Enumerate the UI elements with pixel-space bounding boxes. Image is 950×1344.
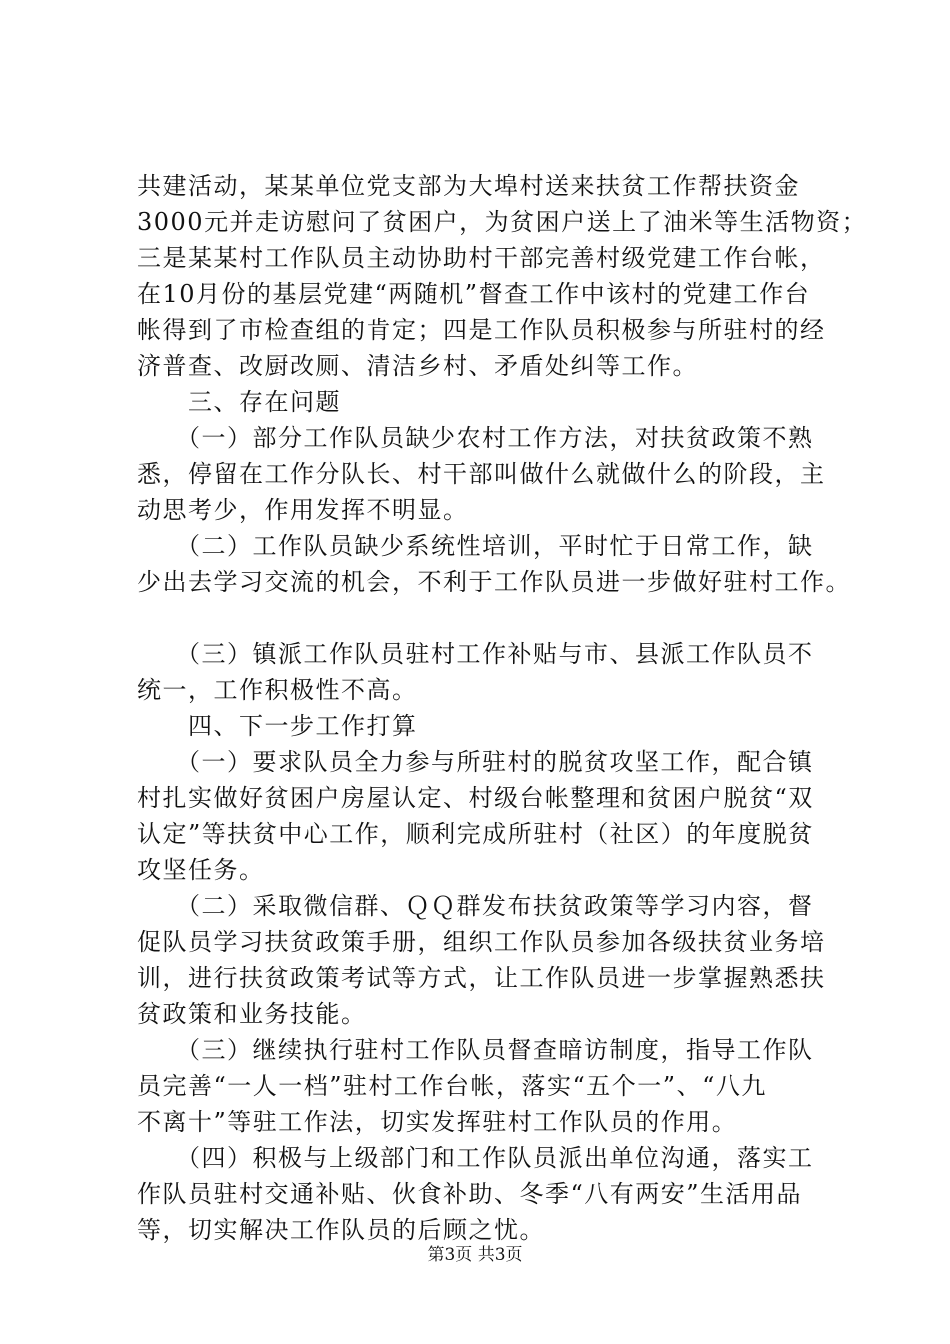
text-line: （四）积极与上级部门和工作队员派出单位沟通，落实工	[137, 1144, 814, 1172]
text-line: （二）采取微信群、ＱＱ群发布扶贫政策等学习内容，督	[137, 892, 814, 920]
text-line: 认定”等扶贫中心工作，顺利完成所驻村（社区）的年度脱贫	[137, 820, 814, 848]
text-line: 动思考少，作用发挥不明显。	[137, 496, 469, 524]
text-line: （一）部分工作队员缺少农村工作方法，对扶贫政策不熟	[137, 424, 814, 452]
text-line: （三）镇派工作队员驻村工作补贴与市、县派工作队员不	[137, 640, 814, 668]
text-line: 等，切实解决工作队员的后顾之忧。	[137, 1216, 545, 1244]
section-heading: 四、下一步工作打算	[137, 712, 418, 740]
section-heading: 三、存在问题	[137, 388, 341, 416]
text-line: 3000元并走访慰问了贫困户，为贫困户送上了油米等生活物资；	[137, 208, 868, 236]
text-line: 攻坚任务。	[137, 856, 265, 884]
blank-line	[137, 600, 837, 636]
page-number-footer: 第3页 共3页	[427, 1245, 523, 1265]
text-line: 帐得到了市检查组的肯定；四是工作队员积极参与所驻村的经	[137, 316, 826, 344]
text-line: 共建活动，某某单位党支部为大埠村送来扶贫工作帮扶资金	[137, 172, 800, 200]
text-line: （三）继续执行驻村工作队员督查暗访制度，指导工作队	[137, 1036, 814, 1064]
text-line: （一）要求队员全力参与所驻村的脱贫攻坚工作，配合镇	[137, 748, 814, 776]
text-line: 三是某某村工作队员主动协助村干部完善村级党建工作台帐，	[137, 244, 826, 272]
text-line: 训，进行扶贫政策考试等方式，让工作队员进一步掌握熟悉扶	[137, 964, 826, 992]
text-line: 在10月份的基层党建“两随机”督查工作中该村的党建工作台	[137, 280, 811, 308]
text-line: 贫政策和业务技能。	[137, 1000, 367, 1028]
text-line: 统一，工作积极性不高。	[137, 676, 418, 704]
text-line: 济普查、改厨改厕、清洁乡村、矛盾处纠等工作。	[137, 352, 698, 380]
text-line: 员完善“一人一档”驻村工作台帐，落实“五个一”、“八九	[137, 1072, 767, 1100]
text-line: 村扎实做好贫困户房屋认定、村级台帐整理和贫困户脱贫“双	[137, 784, 814, 812]
text-line: 不离十”等驻工作法，切实发挥驻村工作队员的作用。	[137, 1108, 738, 1136]
text-line: 促队员学习扶贫政策手册，组织工作队员参加各级扶贫业务培	[137, 928, 826, 956]
document-body	[137, 168, 868, 1248]
text-line: 少出去学习交流的机会，不利于工作队员进一步做好驻村工作。	[137, 568, 851, 596]
text-line: 作队员驻村交通补贴、伙食补助、冬季“八有两安”生活用品	[137, 1180, 803, 1208]
text-line: 悉，停留在工作分队长、村干部叫做什么就做什么的阶段，主	[137, 460, 826, 488]
text-line: （二）工作队员缺少系统性培训，平时忙于日常工作，缺	[137, 532, 814, 560]
